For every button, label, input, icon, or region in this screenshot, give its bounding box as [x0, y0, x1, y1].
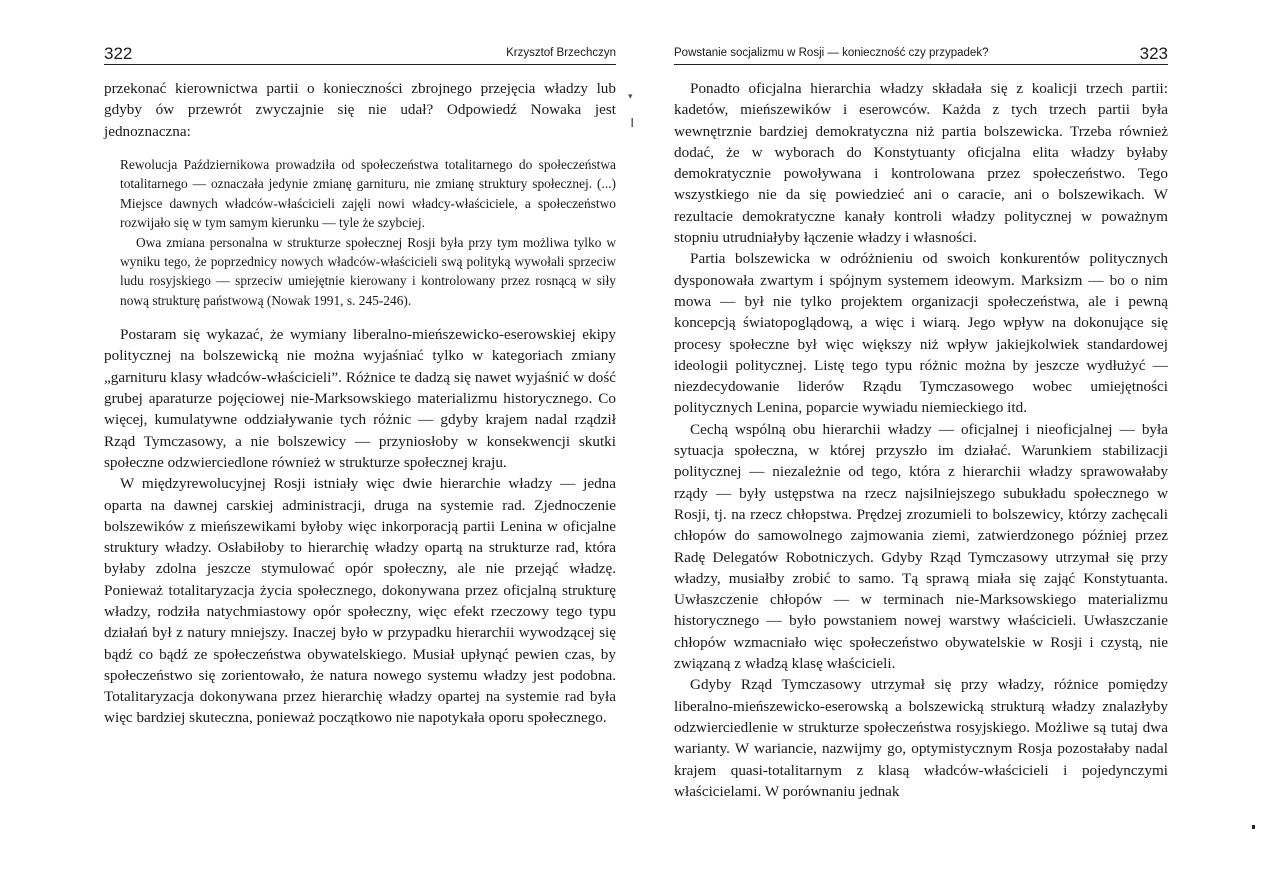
right-page-number: 323 [1139, 44, 1168, 63]
left-page-number: 322 [104, 44, 133, 63]
right-running-head: Powstanie socjalizmu w Rosji — konieczność czy przypadek? [674, 47, 989, 59]
gutter-marks [628, 0, 658, 893]
paragraph: Gdyby Rząd Tymczasowy utrzymał się przy władzy, różnice pomiędzy liberalno-mieńszewicko-eserowską a bolszewicką strukturą władzy znalazłyby odzwierciedlenie w strukturze społeczeństwa rosyjskiego. Możliwe są tutaj dwa warianty. W wariancie, nazwijmy go, optymistycznym Rosja pozostałaby nadal krajem quasi-totalitarnym z klasą władców-właścicieli i pojedynczymi właścicielami. W porównaniu jednak [674, 676, 1168, 800]
paragraph: W międzyrewolucyjnej Rosji istniały więc dwie hierarchie władzy — jedna oparta na dawnej carskiej administracji, druga na systemie rad. Zjednoczenie bolszewików z mieńszewikami byłoby więc inkorporacją partii Lenina w oficjalne struktury władzy. Osłabiłoby to hierarchię władzy opartą na strukturze rad, która byłaby zdolna jeszcze stymulować opór społeczny, ale nie przejąć władzę. Ponieważ totalitaryzacja życia społecznego, dokonywana przez oficjalną strukturę władzy, rodziła natychmiastowy opór społeczny, więc efekt rzeczowy tego typu działań był z natury mniejszy. Inaczej było w przypadku hierarchii wywodzącej się bądź co bądź ze społeczeństwa obywatelskiego. Musiał upłynąć pewien czas, by społeczeństwo się zorientowało, że natura nowego systemu władzy jest podobna. Totalitaryzacja dokonywana przez hierarchię władzy opartej na systemie rad była więc bardziej skuteczna, ponieważ początkowo nie napotykała oporu społecznego. [104, 475, 616, 727]
scan-dot [1252, 825, 1255, 829]
left-page-header [104, 38, 616, 65]
paragraph: Partia bolszewicka w odróżnieniu od swoich konkurentów politycznych dysponowała zwartym i spójnym systemem ideowym. Marksizm — bo o nim mowa — był nie tylko projektem organizacji społeczeństwa, ale i pewną koncepcją światopoglądową, a więc i wiarą. Jego wpływ na dokonujące się procesy społeczne był więc większy niż wpływ jakiejkolwiek standardowej ideologii politycznej. Listę tego typu różnic można by jeszcze wydłużyć — niezdecydowanie liderów Rządu Tymczasowego wobec umiejętności politycznych Lenina, poparcie wywiadu niemieckiego itd. [674, 250, 1168, 417]
paragraph: Ponadto oficjalna hierarchia władzy składała się z koalicji trzech partii: kadetów, mieńszewików i eserowców. Każda z tych trzech partii była wewnętrznie bardziej demokratyczna niż partia bolszewicka. Trzeba również dodać, że w wyborach do Konstytuanty oficjalna elita władzy byłaby demokratycznie powoływana i kontrolowana przez społeczeństwo. Tego wszystkiego nie da się powiedzieć ani o caracie, ani o bolszewikach. W rezultacie demokratyczne kanały kontroli władzy politycznej w poważnym stopniu utrudniałyby łączenie władzy i własności. [674, 80, 1168, 247]
right-page-body [674, 78, 1168, 802]
quote-paragraph: Rewolucja Październikowa prowadziła od społeczeństwa totalitarnego do społeczeństwa totalitarnego — oznaczała jedynie zmianę garnituru, nie zmianę struktury społecznej. (...) Miejsce dawnych władców-właścicieli zajęli nowi władcy-właściciele, a społeczeństwo rozwijało się w tym samym kierunku — tyle że szybciej. [120, 156, 616, 231]
paragraph: Postaram się wykazać, że wymiany liberalno-mieńszewicko-eserowskiej ekipy politycznej na bolszewicką nie można wyjaśniać tylko w kategoriach zmiany „garnituru klasy władców-właścicieli”. Różnice te dadzą się nawet wyjaśnić w dość grubej aparaturze pojęciowej nie-Marksowskiego materializmu historycznego. Co więcej, kumulatywne oddziaływanie tych różnic — gdyby krajem nadal rządził Rząd Tymczasowy, a nie bolszewicy — przyniosłoby w konsekwencji skutki społeczne odzwierciedlone również w strukturze społecznej kraju. [104, 326, 616, 471]
left-page-body [104, 78, 616, 729]
scan-mark: ▾ [628, 92, 633, 102]
scan-mark: ı [630, 112, 635, 131]
left-running-head: Krzysztof Brzechczyn [506, 47, 616, 59]
paragraph: przekonać kierownictwa partii o konieczności zbrojnego przejęcia władzy lub gdyby ów przewrót zwyczajnie się nie udał? Odpowiedź Nowaka jest jednoznaczna: [104, 80, 616, 140]
quote-paragraph: Owa zmiana personalna w strukturze społecznej Rosji była przy tym możliwa tylko w wyniku tego, że poprzednicy nowych władców-właścicieli swą polityką wywołali sprzeciw ludu rosyjskiego — sprzeciw umiejętnie kierowany i kontrolowany przez rosnącą w siły nową strukturę państwową (Nowak 1991, s. 245-246). [120, 234, 616, 308]
paragraph: Cechą wspólną obu hierarchii władzy — oficjalnej i nieoficjalnej — była sytuacja społeczna, w której przyszło im działać. Warunkiem stabilizacji politycznej — niezależnie od tego, która z hierarchii władzy sprawowałaby rządy — były ustępstwa na rzecz najsilniejszego subukładu społecznego w Rosji, tj. na rzecz chłopstwa. Prędzej zrozumieli to bolszewicy, którzy zachęcali chłopów do samowolnego zajmowania ziemi, zatwierdzonego później przez Radę Delegatów Robotniczych. Gdyby Rząd Tymczasowy utrzymał się przy władzy, musiałby zrobić to samo. Tą sprawą miała się zająć Konstytuanta. Uwłaszczenie chłopów — w terminach nie-Marksowskiego materializmu historycznego — było powstaniem nowej warstwy właścicieli. Uwłaszczanie chłopów wzmacniało więc społeczeństwo obywatelskie w Rosji i czystą, nie związaną z władzą klasę właścicieli. [674, 420, 1168, 673]
block-quote [104, 155, 616, 310]
right-page-header [674, 38, 1168, 65]
